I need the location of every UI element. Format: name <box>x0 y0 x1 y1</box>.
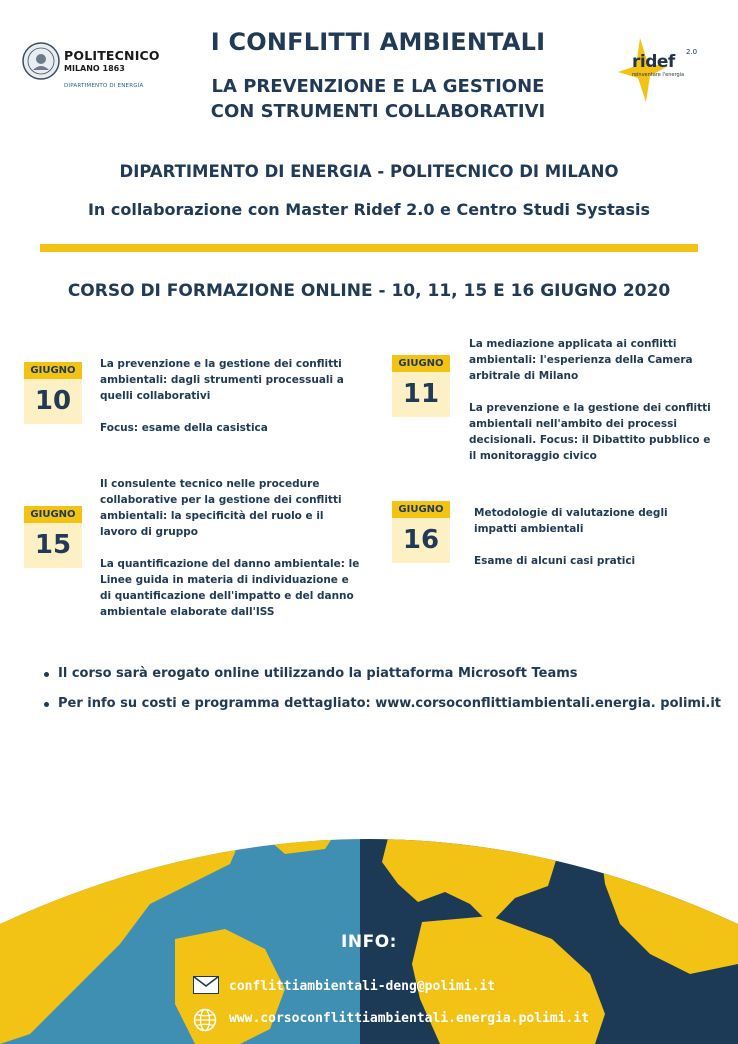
session-description-16 <box>474 505 714 569</box>
badge-day: 11 <box>392 372 450 417</box>
politecnico-city: MILANO 1863 <box>64 64 125 73</box>
session-topic: La prevenzione e la gestione dei conflitti ambientali: dagli strumenti processuali a quelli collaborativi <box>100 358 344 402</box>
date-badge-16 <box>392 501 450 563</box>
badge-month: GIUGNO <box>24 362 82 379</box>
ridef-wordmark: ridef <box>632 52 675 72</box>
date-badge-10 <box>24 362 82 424</box>
subtitle-line-1: LA PREVENZIONE E LA GESTIONE <box>211 76 545 97</box>
session-topic: La mediazione applicata ai conflitti ambientali: l'esperienza della Camera arbitrale di Milano <box>469 338 693 382</box>
list-item: Per info su costi e programma dettagliato: www.corsoconflittiambientali.energia. polimi.it <box>44 696 724 711</box>
session-description-10 <box>100 356 355 436</box>
date-badge-11 <box>392 355 450 417</box>
main-title: I CONFLITTI AMBIENTALI <box>210 28 546 56</box>
date-badge-15 <box>24 506 82 568</box>
globe-illustration <box>0 774 738 1044</box>
session-topic: Metodologie di valutazione degli impatti ambientali <box>474 507 668 535</box>
bullet-dot-icon <box>44 672 49 677</box>
politecnico-dept: DIPARTIMENTO DI ENERGIA <box>64 83 144 89</box>
globe-icon <box>193 1008 217 1032</box>
yellow-divider <box>40 244 698 252</box>
badge-month: GIUGNO <box>24 506 82 523</box>
bullet-dot-icon <box>44 702 49 707</box>
session-description-15 <box>100 476 362 620</box>
website-url[interactable]: www.corsoconflittiambientali.energia.polimi.it <box>229 1011 590 1026</box>
info-bullet-list <box>44 666 724 726</box>
session-focus: Esame di alcuni casi pratici <box>474 555 636 567</box>
email-address[interactable]: conflittiambientali-deng@polimi.it <box>229 979 496 994</box>
ridef-tagline: reinventare l'energia <box>632 72 685 78</box>
info-title: INFO: <box>341 932 397 952</box>
badge-day: 10 <box>24 379 82 424</box>
session-topic: Il consulente tecnico nelle procedure collaborative per la gestione dei conflitti ambientali: la specificità del ruolo e il lavoro di gruppo <box>100 478 342 538</box>
list-item: Il corso sarà erogato online utilizzando la piattaforma Microsoft Teams <box>44 666 724 681</box>
organizer-dept: DIPARTIMENTO DI ENERGIA - POLITECNICO DI MILANO <box>119 162 619 181</box>
badge-day: 15 <box>24 523 82 568</box>
politecnico-name: POLITECNICO <box>64 48 160 63</box>
badge-month: GIUGNO <box>392 355 450 372</box>
course-heading: CORSO DI FORMAZIONE ONLINE - 10, 11, 15 E 16 GIUGNO 2020 <box>67 281 671 301</box>
ridef-logo <box>618 38 698 102</box>
session-description-11 <box>469 336 714 464</box>
session-focus: Focus: esame della casistica <box>100 422 268 434</box>
session-focus: La quantificazione del danno ambientale: le Linee guida in materia di individuazione e di quantificazione dell'impatto e del danno ambientale elaborate dall'ISS <box>100 558 360 618</box>
politecnico-seal-icon <box>22 42 60 80</box>
organizer-collab: In collaborazione con Master Ridef 2.0 e Centro Studi Systasis <box>87 200 651 219</box>
session-focus: La prevenzione e la gestione dei conflitti ambientali nell'ambito dei processi decisionali. Focus: il Dibattito pubblico e il monitoraggio civico <box>469 402 711 462</box>
envelope-icon <box>193 976 219 994</box>
subtitle-line-2: CON STRUMENTI COLLABORATIVI <box>210 101 546 122</box>
badge-day: 16 <box>392 518 450 563</box>
ridef-version: 2.0 <box>686 48 698 56</box>
badge-month: GIUGNO <box>392 501 450 518</box>
